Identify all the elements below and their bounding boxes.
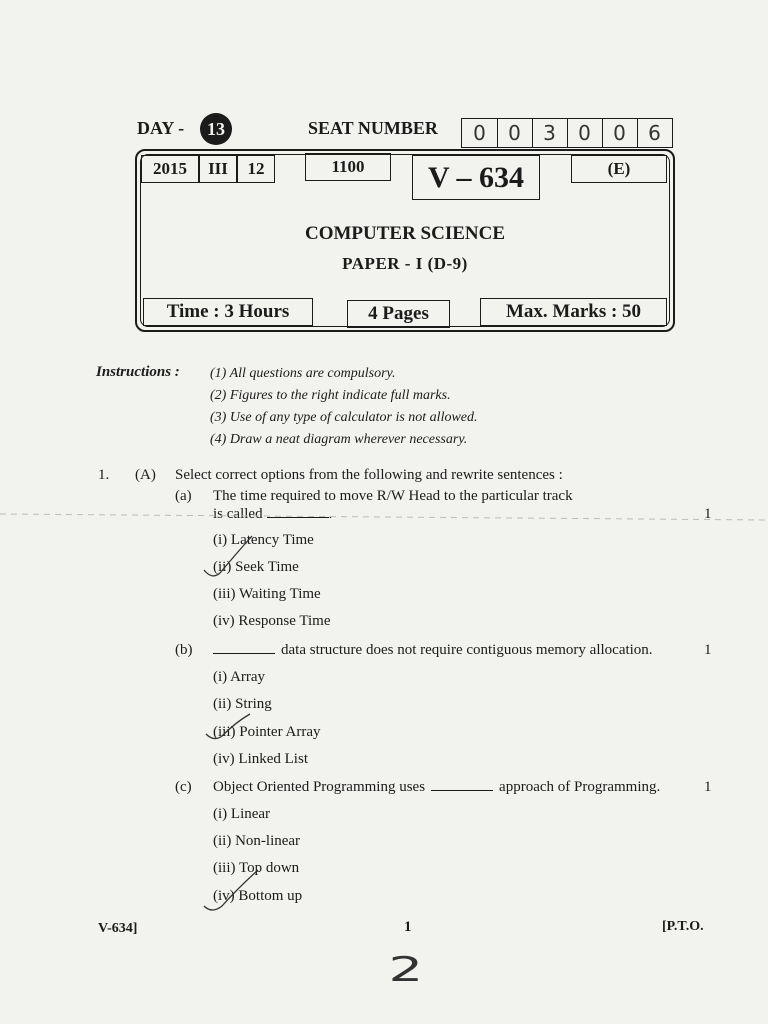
option-item: (i) Linear (213, 806, 271, 822)
date-box: 12 (237, 155, 275, 183)
subject-title: COMPUTER SCIENCE (304, 223, 506, 244)
instructions-label: Instructions : (96, 364, 180, 380)
medium-box: (E) (571, 155, 667, 183)
paper-title: PAPER - I (D-9) (342, 254, 468, 273)
option-item: (iv) Bottom up (213, 888, 303, 904)
answer-blank (213, 653, 275, 654)
sub-question-label: (c) (175, 779, 192, 795)
instruction-item: (4) Draw a neat diagram wherever necessary. (210, 432, 468, 447)
sub-question-text-2: is called . (213, 506, 333, 522)
sub-question-text-fragment: is called (213, 506, 263, 522)
time-box: Time : 3 Hours (143, 298, 313, 326)
sub-question-text (213, 642, 653, 659)
pto-label: [P.T.O. (662, 919, 704, 934)
seat-digit: 0 (497, 118, 533, 148)
sub-question-text-fragment: data structure does not require contiguous memory allocation. (281, 642, 653, 658)
option-item: (ii) String (213, 696, 272, 712)
marks: 1 (704, 506, 712, 522)
question-number: 1. (98, 467, 110, 483)
option-item: (iii) Top down (213, 860, 300, 876)
day-label: DAY - (137, 118, 185, 138)
option-item: (i) Array (213, 669, 266, 685)
sub-question-text-fragment: Object Oriented Programming uses (213, 779, 426, 795)
day-number-badge: 13 (200, 113, 232, 145)
answer-blank (431, 790, 493, 791)
seat-digit: 6 (648, 121, 661, 145)
marks: 1 (704, 779, 712, 795)
sub-question-text (213, 779, 660, 796)
seat-digit: 3 (532, 118, 568, 148)
option-item: (iii) Waiting Time (213, 586, 321, 602)
answer-blank (267, 517, 329, 518)
fold-line (0, 514, 768, 520)
seat-digit: 0 (602, 118, 638, 148)
question-part: (A) (135, 467, 156, 483)
year-box: 2015 (141, 155, 199, 183)
option-item: (ii) Seek Time (213, 559, 299, 575)
option-item: (ii) Non-linear (213, 833, 301, 849)
option-item: (iv) Response Time (213, 613, 331, 629)
handwritten-page-number: 2 (388, 950, 424, 990)
instruction-item: (1) All questions are compulsory. (210, 366, 396, 381)
option-item: (iv) Linked List (213, 751, 308, 767)
paper-code-box: V – 634 (412, 155, 540, 200)
marks: 1 (704, 642, 712, 658)
sub-question-text: The time required to move R/W Head to the particular track (213, 488, 573, 504)
option-item: (i) Latency Time (213, 532, 314, 548)
instruction-item: (2) Figures to the right indicate full marks. (210, 388, 451, 403)
sub-question-text-fragment: approach of Programming. (499, 779, 661, 795)
footer-code: V-634] (98, 921, 138, 936)
sub-question-label: (a) (175, 488, 192, 504)
seat-number-label: SEAT NUMBER (308, 118, 438, 138)
max-marks-box: Max. Marks : 50 (480, 298, 667, 326)
seat-digit: 0 (462, 118, 498, 148)
instruction-item: (3) Use of any type of calculator is not allowed. (210, 410, 478, 425)
pages-box: 4 Pages (347, 300, 450, 328)
sub-question-label: (b) (175, 642, 193, 658)
session-box: III (199, 155, 237, 183)
time-code-box: 1100 (305, 153, 391, 181)
page-number: 1 (404, 919, 412, 935)
question-prompt: Select correct options from the following and rewrite sentences : (175, 467, 563, 483)
option-item: (iii) Pointer Array (213, 724, 321, 740)
seat-digit: 0 (567, 118, 603, 148)
